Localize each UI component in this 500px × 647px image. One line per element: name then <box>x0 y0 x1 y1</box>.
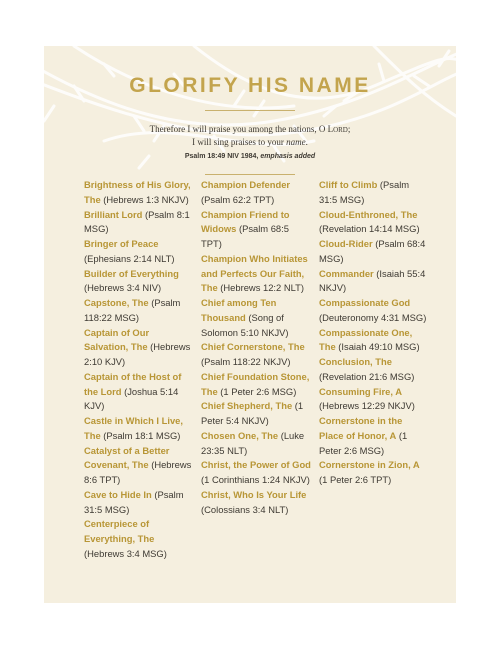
scripture-reference: (Psalm 31:5 MSG) <box>84 488 184 515</box>
scripture-reference: (Psalm 31:5 MSG) <box>319 179 410 205</box>
name-title: Cloud-Enthroned, The <box>319 208 418 220</box>
scripture-reference: (Hebrews 3:4 MSG) <box>84 547 167 559</box>
verse-line2: I will sing praises to your <box>192 137 287 147</box>
scripture-reference: (1 Peter 2:6 MSG) <box>217 385 297 397</box>
name-title: Brightness of His Glory, The <box>84 179 191 205</box>
name-entry <box>319 414 429 458</box>
scripture-reference: (1 Peter 5:4 NKJV) <box>201 400 304 426</box>
name-entry <box>84 517 194 561</box>
verse-divider <box>205 174 295 175</box>
name-title: Bringer of Peace <box>84 238 159 249</box>
scripture-reference: (Hebrews 12:2 NLT) <box>217 282 304 294</box>
name-title: Cloud-Rider <box>319 238 373 249</box>
name-entry <box>319 458 429 488</box>
name-entry <box>319 178 429 208</box>
name-entry <box>319 355 429 385</box>
name-entry <box>319 267 429 297</box>
name-title: Christ, Who Is Your Life <box>201 488 307 500</box>
names-column-3 <box>319 178 429 488</box>
name-entry <box>201 208 311 252</box>
scripture-reference: (Colossians 3:4 NLT) <box>201 503 289 515</box>
verse-line2-end: . <box>305 137 308 147</box>
name-entry <box>84 178 194 208</box>
reference-emphasis: emphasis added <box>260 153 316 160</box>
scripture-reference: (Hebrews 8:6 TPT) <box>84 459 192 485</box>
title-divider <box>205 110 295 111</box>
name-entry <box>319 237 429 267</box>
name-entry <box>84 237 194 267</box>
scripture-reference: (1 Peter 2:6 MSG) <box>319 429 408 456</box>
name-entry <box>201 296 311 340</box>
name-title: Captain of Our Salvation, The <box>84 326 150 353</box>
name-entry <box>84 296 194 326</box>
name-entry <box>84 267 194 297</box>
scripture-reference: (Psalm 68:5 TPT) <box>201 223 289 249</box>
name-title: Compassionate One, The <box>319 326 413 353</box>
page-card <box>44 46 456 603</box>
name-title: Centerpiece of Everything, The <box>84 518 155 544</box>
scripture-reference: (Revelation 21:6 MSG) <box>319 370 415 382</box>
name-entry <box>201 340 311 370</box>
name-entry <box>84 488 194 518</box>
name-title: Cliff to Climb <box>319 179 378 190</box>
name-entry <box>84 326 194 370</box>
names-column-2 <box>201 178 311 517</box>
names-column-1 <box>84 178 194 562</box>
name-entry <box>201 399 311 429</box>
verse-lord-smallcaps: ORD <box>333 126 348 134</box>
name-entry <box>319 208 429 238</box>
scripture-reference: (Ephesians 2:14 NLT) <box>84 252 175 264</box>
name-title: Brilliant Lord <box>84 208 143 220</box>
verse-line1-end: ; <box>347 124 351 134</box>
name-entry <box>319 385 429 415</box>
name-title: Chief among Ten Thousand <box>201 297 277 323</box>
scripture-reference: (Deuteronomy 4:31 MSG) <box>319 311 427 323</box>
verse-name-italic: name <box>286 137 306 147</box>
name-entry <box>84 208 194 238</box>
scripture-reference: (Revelation 14:14 MSG) <box>319 223 420 235</box>
scripture-reference: (Hebrews 2:10 KJV) <box>84 341 191 367</box>
scripture-reference: (Luke 23:35 NLT) <box>201 429 305 456</box>
verse-reference <box>44 153 456 160</box>
name-title: Castle in Which I Live, The <box>84 415 183 441</box>
name-title: Champion Defender <box>201 179 291 190</box>
name-title: Capstone, The <box>84 297 149 308</box>
name-title: Cornerstone in Zion, A <box>319 459 420 471</box>
name-title: Cave to Hide In <box>84 488 152 500</box>
scripture-reference: (Psalm 8:1 MSG) <box>84 208 190 235</box>
name-entry <box>201 429 311 459</box>
name-title: Captain of the Host of the Lord <box>84 370 182 397</box>
name-entry <box>201 458 311 488</box>
scripture-reference: (Psalm 118:22 MSG) <box>84 297 181 323</box>
name-entry <box>84 444 194 488</box>
reference-text: Psalm 18:49 NIV 1984, <box>184 153 261 160</box>
name-title: Chosen One, The <box>201 429 279 441</box>
scripture-reference: (Hebrews 1:3 NKJV) <box>100 193 189 205</box>
verse-line1: Therefore I will praise you among the nations, O L <box>149 124 334 134</box>
name-title: Consuming Fire, A <box>319 385 402 397</box>
name-title: Chief Cornerstone, The <box>201 341 305 353</box>
scripture-reference: (Hebrews 3:4 NIV) <box>84 282 162 294</box>
scripture-reference: (Psalm 118:22 NKJV) <box>201 356 291 367</box>
name-entry <box>201 488 311 518</box>
scripture-reference: (1 Corinthians 1:24 NKJV) <box>201 474 310 485</box>
scripture-reference: (Psalm 18:1 MSG) <box>100 429 181 441</box>
name-title: Chief Foundation Stone, The <box>201 370 310 397</box>
name-entry <box>319 296 429 326</box>
name-title: Chief Shepherd, The <box>201 400 293 412</box>
scripture-reference: (Song of Solomon 5:10 NKJV) <box>201 311 289 338</box>
scripture-reference: (Psalm 68:4 MSG) <box>319 238 426 264</box>
name-title: Champion Who Initiates and Perfects Our Faith, The <box>201 252 308 294</box>
name-title: Cornerstone in the Place of Honor, A <box>319 415 403 441</box>
scripture-reference: (Hebrews 12:29 NKJV) <box>319 400 415 412</box>
name-title: Builder of Everything <box>84 267 179 279</box>
scripture-reference: (Isaiah 55:4 NKJV) <box>319 267 426 294</box>
name-entry <box>201 370 311 400</box>
name-title: Commander <box>319 267 374 279</box>
name-entry <box>84 414 194 444</box>
name-title: Christ, the Power of God <box>201 459 311 471</box>
scripture-reference: (1 Peter 2:6 TPT) <box>319 474 392 485</box>
name-title: Conclusion, The <box>319 356 392 367</box>
name-entry <box>319 326 429 356</box>
name-title: Champion Friend to Widows <box>201 208 290 235</box>
epigraph-verse <box>64 123 436 148</box>
scripture-reference: (Joshua 5:14 KJV) <box>84 385 179 412</box>
scripture-reference: (Isaiah 49:10 MSG) <box>335 341 420 353</box>
name-title: Compassionate God <box>319 297 411 308</box>
page-title: GLORIFY HIS NAME <box>129 74 371 97</box>
name-entry <box>84 370 194 414</box>
name-entry <box>201 252 311 296</box>
name-title: Catalyst of a Better Covenant, The <box>84 444 170 471</box>
scripture-reference: (Psalm 62:2 TPT) <box>201 193 275 205</box>
name-entry <box>201 178 311 208</box>
